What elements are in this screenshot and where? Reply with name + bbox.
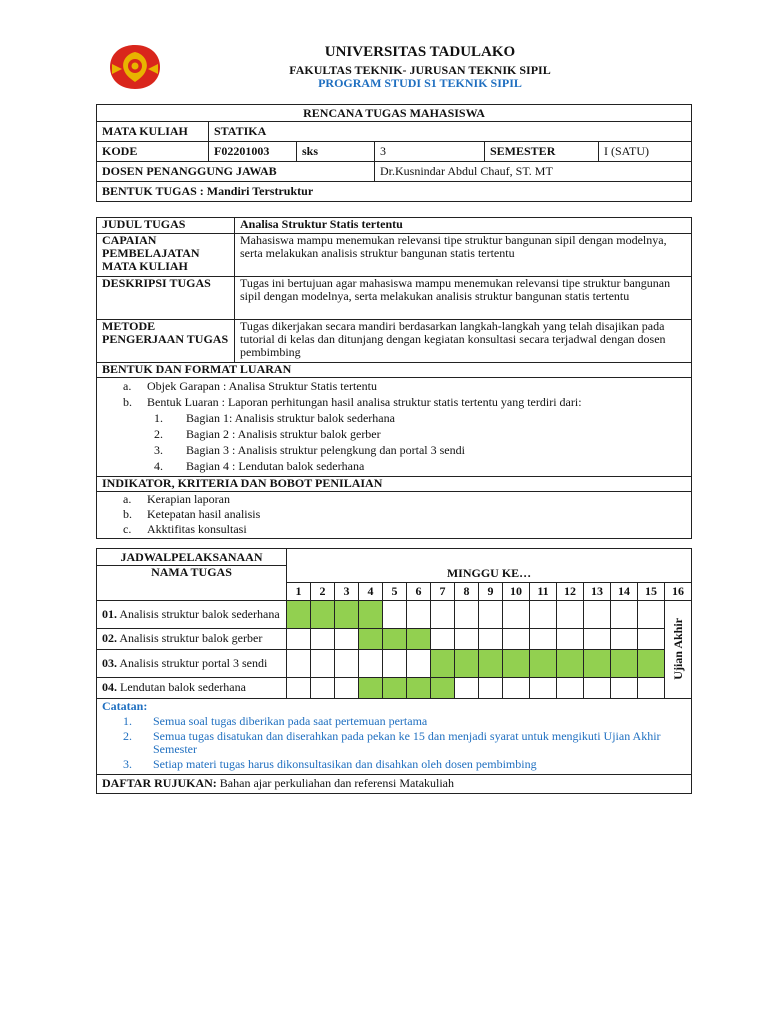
week-cell: [383, 649, 407, 677]
note-number: 2.: [123, 728, 132, 743]
note-number: 3.: [123, 756, 132, 771]
week-cell: [359, 600, 383, 628]
notes-section: [97, 698, 692, 774]
week-cell: [557, 628, 584, 649]
reference-row: [97, 774, 692, 793]
output-list: [97, 378, 692, 477]
task-name: [97, 600, 287, 628]
week-cell: [311, 649, 335, 677]
task-name: [97, 649, 287, 677]
week-cell: [503, 649, 530, 677]
code-value: F02201003: [209, 142, 297, 162]
name-header: NAMA TUGAS: [97, 566, 287, 601]
sks-value: 3: [375, 142, 485, 162]
week-number: 13: [584, 582, 611, 600]
note-item: Semua soal tugas diberikan pada saat pertemuan pertama: [153, 713, 428, 728]
semester-label: SEMESTER: [485, 142, 599, 162]
task-label: Analisis struktur balok gerber: [119, 631, 263, 645]
lecturer-label: DOSEN PENANGGUNG JAWAB: [97, 162, 375, 182]
week-cell: [383, 677, 407, 698]
program-name: PROGRAM STUDI S1 TEKNIK SIPIL: [318, 76, 522, 90]
task-number: 01.: [102, 606, 117, 621]
schedule-row: [97, 600, 692, 628]
weeks-header: MINGGU KE…: [287, 566, 692, 583]
indicator-list: [97, 492, 692, 539]
output-item-number: a.: [123, 379, 132, 393]
task-label: Analisis struktur portal 3 sendi: [119, 655, 268, 670]
week-number: 11: [530, 582, 557, 600]
task-plan-table: [96, 104, 692, 202]
final-exam-label: Ujian Akhir: [670, 618, 685, 680]
task-label: Analisis struktur balok sederhana: [119, 606, 280, 621]
week-cell: [611, 628, 638, 649]
schedule-title: JADWALPELAKSANAAN: [97, 549, 287, 566]
note-number: 1.: [123, 713, 132, 728]
week-number: 1: [287, 582, 311, 600]
indicator-item: Kerapian laporan: [147, 492, 230, 506]
output-sub-number: 3.: [154, 443, 163, 457]
week-cell: [407, 649, 431, 677]
week-cell: [287, 600, 311, 628]
week-cell: [530, 600, 557, 628]
task-number: 04.: [102, 680, 117, 694]
semester-value: I (SATU): [599, 142, 692, 162]
week-cell: [584, 677, 611, 698]
schedule-row: [97, 628, 692, 649]
task-title-label: JUDUL TUGAS: [97, 218, 235, 234]
week-cell: [503, 600, 530, 628]
task-title-value: Analisa Struktur Statis tertentu: [235, 218, 692, 234]
week-cell: [407, 628, 431, 649]
schedule-row: [97, 649, 692, 677]
indicator-number: b.: [123, 507, 132, 521]
indicator-item: Akktifitas konsultasi: [147, 522, 247, 536]
schedule-row: [97, 677, 692, 698]
week-cell: [311, 628, 335, 649]
week-cell: [584, 600, 611, 628]
course-label: MATA KULIAH: [97, 122, 209, 142]
output-item: Objek Garapan : Analisa Struktur Statis tertentu: [147, 379, 377, 393]
week-number: 6: [407, 582, 431, 600]
notes-label: Catatan:: [102, 698, 148, 713]
week-cell: [383, 628, 407, 649]
week-cell: [455, 600, 479, 628]
output-sub-number: 4.: [154, 459, 163, 473]
week-cell: [359, 628, 383, 649]
week-cell: [557, 677, 584, 698]
code-label: KODE: [97, 142, 209, 162]
week-cell: [503, 628, 530, 649]
output-sub-number: 2.: [154, 427, 163, 441]
task-details-table: [96, 217, 692, 539]
week-number: 3: [335, 582, 359, 600]
week-cell: [335, 677, 359, 698]
week-cell: [611, 600, 638, 628]
week-cell: [335, 600, 359, 628]
university-logo-icon: [106, 42, 164, 92]
output-sub-item: Bagian 1: Analisis struktur balok sederhana: [186, 411, 395, 425]
task-name: [97, 628, 287, 649]
week-number: 5: [383, 582, 407, 600]
week-cell: [503, 677, 530, 698]
week-cell: [479, 628, 503, 649]
week-cell: [638, 600, 665, 628]
indicator-number: c.: [123, 522, 132, 536]
week-cell: [611, 677, 638, 698]
output-item-number: b.: [123, 395, 132, 409]
week-number: 12: [557, 582, 584, 600]
week-cell: [287, 649, 311, 677]
final-exam-cell: [665, 600, 692, 698]
week-cell: [557, 600, 584, 628]
week-cell: [431, 649, 455, 677]
week-number: 2: [311, 582, 335, 600]
task-form: BENTUK TUGAS : Mandiri Terstruktur: [97, 182, 692, 202]
week-cell: [431, 628, 455, 649]
week-cell: [638, 649, 665, 677]
method-value: Tugas dikerjakan secara mandiri berdasarkan langkah-langkah yang telah disajikan pada tutorial di kelas dan ditunjang dengan kegiatan konsultasi secara terjadwal dengan dosen pembimbing: [235, 320, 692, 363]
week-cell: [455, 649, 479, 677]
week-cell: [359, 677, 383, 698]
schedule-blank: [287, 549, 692, 566]
week-cell: [638, 628, 665, 649]
week-cell: [530, 628, 557, 649]
week-cell: [287, 677, 311, 698]
week-cell: [431, 677, 455, 698]
week-cell: [407, 677, 431, 698]
indicator-number: a.: [123, 492, 132, 506]
output-sub-item: Bagian 4 : Lendutan balok sederhana: [186, 459, 365, 473]
note-item: Setiap materi tugas harus dikonsultasikan dan disahkan oleh dosen pembimbing: [153, 756, 537, 771]
faculty-name: FAKULTAS TEKNIK- JURUSAN TEKNIK SIPIL: [289, 63, 551, 77]
task-plan-title: RENCANA TUGAS MAHASISWA: [97, 105, 692, 122]
output-sub-item: Bagian 2 : Analisis struktur balok gerber: [186, 427, 381, 441]
university-name: UNIVERSITAS TADULAKO: [324, 44, 516, 60]
cpmk-label: CAPAIAN PEMBELAJATAN MATA KULIAH: [97, 234, 235, 277]
week-number: 14: [611, 582, 638, 600]
week-number: 7: [431, 582, 455, 600]
week-cell: [455, 628, 479, 649]
description-value: Tugas ini bertujuan agar mahasiswa mampu menemukan relevansi tipe struktur bangunan sipil dengan modelnya, serta melakukan analisis struktur bangunan statis tertentu: [235, 277, 692, 320]
output-sub-number: 1.: [154, 411, 163, 425]
task-label: Lendutan balok sederhana: [120, 680, 246, 694]
week-cell: [431, 600, 455, 628]
week-cell: [611, 649, 638, 677]
indicator-item: Ketepatan hasil analisis: [147, 507, 261, 521]
schedule-table: [96, 548, 692, 794]
week-number: 8: [455, 582, 479, 600]
week-cell: [335, 628, 359, 649]
task-number: 03.: [102, 655, 117, 670]
week-cell: [638, 677, 665, 698]
week-cell: [530, 649, 557, 677]
week-number: 16: [665, 582, 692, 600]
lecturer-value: Dr.Kusnindar Abdul Chauf, ST. MT: [375, 162, 692, 182]
week-cell: [530, 677, 557, 698]
task-number: 02.: [102, 631, 117, 645]
week-cell: [584, 628, 611, 649]
indicator-label: INDIKATOR, KRITERIA DAN BOBOT PENILAIAN: [97, 477, 692, 492]
output-item: Bentuk Luaran : Laporan perhitungan hasil analisa struktur statis tertentu yang terdiri dari:: [147, 395, 582, 409]
week-cell: [584, 649, 611, 677]
note-item: Semua tugas disatukan dan diserahkan pada pekan ke 15 dan menjadi syarat untuk mengikuti Ujian Akhir Semester: [153, 728, 661, 756]
week-number: 9: [479, 582, 503, 600]
week-cell: [383, 600, 407, 628]
week-cell: [455, 677, 479, 698]
description-label: DESKRIPSI TUGAS: [97, 277, 235, 320]
reference-value: Bahan ajar perkuliahan dan referensi Matakuliah: [219, 776, 455, 790]
output-sub-item: Bagian 3 : Analisis struktur pelengkung dan portal 3 sendi: [186, 443, 465, 457]
week-number: 15: [638, 582, 665, 600]
week-number: 10: [503, 582, 530, 600]
output-label: BENTUK DAN FORMAT LUARAN: [97, 363, 692, 378]
week-cell: [335, 649, 359, 677]
week-cell: [311, 677, 335, 698]
method-label: METODE PENGERJAAN TUGAS: [97, 320, 235, 363]
cpmk-value: Mahasiswa mampu menemukan relevansi tipe struktur bangunan sipil dengan modelnya, serta melakukan analisis struktur bangunan statis tertentu: [235, 234, 692, 277]
week-cell: [479, 649, 503, 677]
week-cell: [479, 600, 503, 628]
reference-label: DAFTAR RUJUKAN:: [102, 776, 217, 790]
week-cell: [479, 677, 503, 698]
week-cell: [407, 600, 431, 628]
week-cell: [557, 649, 584, 677]
task-name: [97, 677, 287, 698]
sks-label: sks: [297, 142, 375, 162]
week-cell: [359, 649, 383, 677]
course-value: STATIKA: [209, 122, 692, 142]
week-cell: [287, 628, 311, 649]
week-cell: [311, 600, 335, 628]
week-number: 4: [359, 582, 383, 600]
